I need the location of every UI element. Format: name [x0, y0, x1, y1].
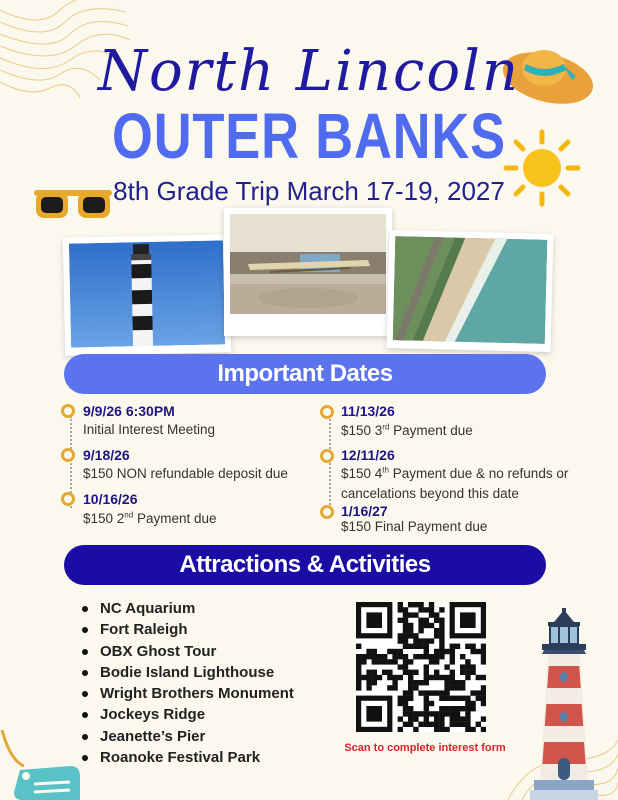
timeline-dot — [61, 404, 75, 418]
date-description: Initial Interest Meeting — [83, 422, 216, 437]
date-label: 10/16/26 — [83, 491, 138, 507]
photo-lighthouse — [63, 234, 231, 355]
list-item: OBX Ghost Tour — [80, 641, 294, 662]
date-label: 9/18/26 — [83, 447, 130, 463]
list-item: Jockeys Ridge — [80, 704, 294, 725]
list-item: Bodie Island Lighthouse — [80, 662, 294, 683]
list-item: Jeanette’s Pier — [80, 726, 294, 747]
timeline-dot — [320, 405, 334, 419]
timeline-dot — [61, 492, 75, 506]
activities-list — [80, 598, 294, 768]
important-dates-heading: Important Dates — [64, 354, 546, 394]
date-label: 1/16/27 — [341, 503, 388, 519]
main-title: OUTER BANKS — [112, 100, 506, 172]
script-title: North Lincoln — [97, 39, 521, 104]
date-description: $150 Final Payment due — [341, 519, 488, 534]
qr-code[interactable] — [356, 602, 486, 732]
beach-photo-image — [393, 236, 547, 344]
lighthouse-photo-image — [69, 240, 225, 347]
museum-photo-image — [230, 214, 386, 314]
photo-museum — [224, 208, 392, 336]
timeline-dot — [61, 448, 75, 462]
list-item: Wright Brothers Monument — [80, 683, 294, 704]
trip-subtitle: 8th Grade Trip March 17-19, 2027 — [113, 176, 505, 206]
date-description: $150 3rd Payment due — [341, 422, 473, 438]
qr-caption: Scan to complete interest form — [344, 742, 506, 754]
date-label: 12/11/26 — [341, 447, 395, 463]
date-description-line2: cancelations beyond this date — [341, 486, 519, 501]
date-label: 9/9/26 6:30PM — [83, 403, 175, 419]
timeline-line-right — [329, 415, 331, 517]
photo-beach — [387, 230, 554, 352]
list-item: Roanoke Festival Park — [80, 747, 294, 768]
date-description: $150 2nd Payment due — [83, 510, 217, 526]
date-label: 11/13/26 — [341, 403, 395, 419]
luggage-tag-icon — [0, 730, 82, 800]
attractions-heading: Attractions & Activities — [64, 545, 546, 585]
timeline-dot — [320, 505, 334, 519]
list-item: NC Aquarium — [80, 598, 294, 619]
timeline-dot — [320, 449, 334, 463]
date-description: $150 NON refundable deposit due — [83, 466, 288, 481]
lighthouse-illustration — [524, 608, 604, 800]
list-item: Fort Raleigh — [80, 619, 294, 640]
date-description: $150 4th Payment due & no refunds or — [341, 465, 569, 481]
